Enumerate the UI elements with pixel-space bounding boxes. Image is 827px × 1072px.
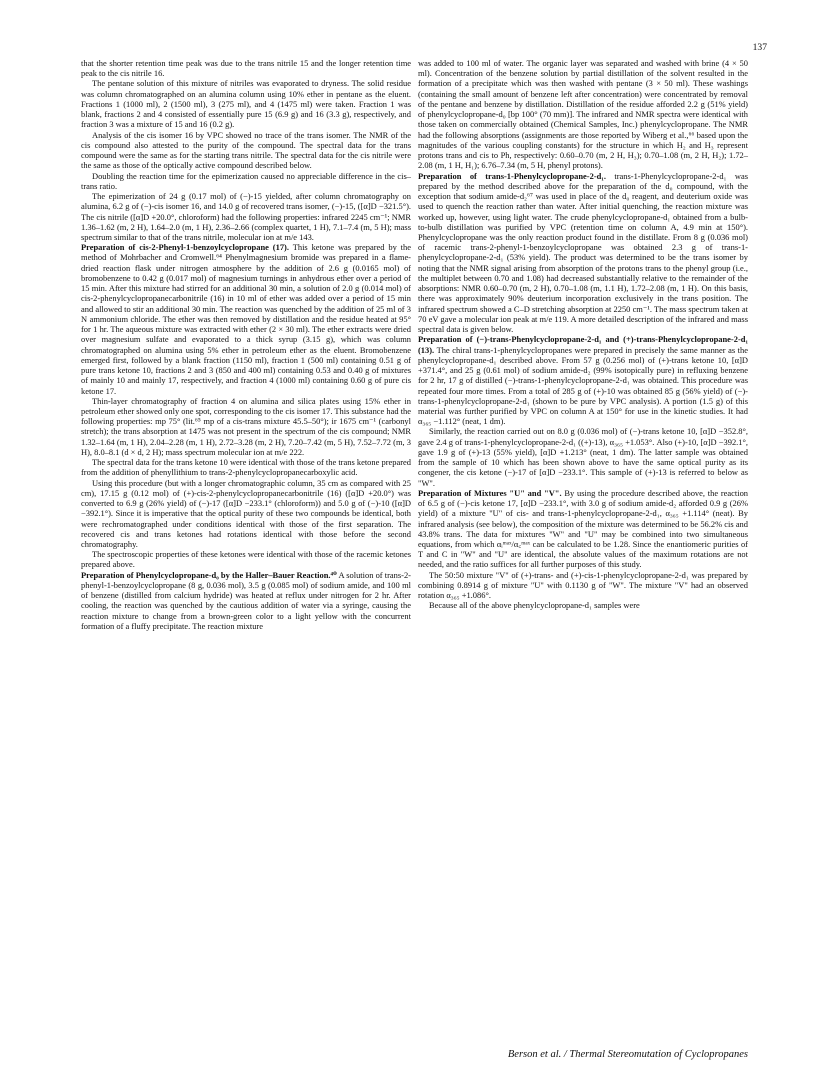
running-footer: Berson et al. / Thermal Stereomutation of Cyclopropanes — [507, 1049, 748, 1060]
paragraph: Similarly, the reaction carried out on 8.0 g (0.036 mol) of (−)-trans ketone 10, [α]D −352.8°, gave 2.4 g of trans-1-phenylcyclopropane-2-d₁ ((+)-13), α₃₆₅ +1.053°. Also (+)-10, [α]D −392.1°, gave 1.9 g of (+)-13 (55% yield), [α]D +1.213° (neat, 1 dm). The latter sample was obtained from the sample of 10 which has been shown above to have the same optical purity as its congener, the cis ketone (−)-17 of [α]D −233.1°. This sample of (+)-13 is referred to below as "W". — [418, 426, 748, 488]
paragraph: Thin-layer chromatography of fraction 4 on alumina and silica plates using 15% ether in petroleum ether showed only one spot, corresponding to the cis isomer 17. This substance had the following properties: mp 75° (lit.⁶⁵ mp of a cis-trans mixture 45.5–50°); ir 1675 cm⁻¹ (carbonyl stretch); the trans absorption at 1475 was not present in the spectrum of the cis compound; NMR 1.32–1.64 (m, 1 H), 2.04–2.28 (m, 1 H), 2.72–3.28 (m, 2 H), 7.20–7.42 (m, 5 H), 7.52–7.72 (m, 3 H), 8.0–8.1 (d × d, 2 H); mass spectrum molecular ion at m/e 222. — [81, 395, 412, 457]
paragraph-text: This ketone was prepared by the method of Mohrbacher and Cromwell.⁶⁴ Phenylmagnesium bromide was prepared in a flame-dried reaction flask under nitrogen atmosphere by the addition of 2.6 g (0.0165 mol) of bromobenzene to 0.42 g (0.017 mol) of magnesium turnings in anhydrous ether over a period of 15 min. After this mixture had stirred for an additional 30 min, a solution of 2.0 g (0.014 mol) of cis-2-phenylcyclopropanecarbonitrile (16) in 10 ml of ether was added over a period of 15 min and allowed to stir an additional 30 min. The reaction was quenched by the addition of 25 ml of 3 N ammonium chloride. The ether was then removed by distillation and the residue heated at 95° for 1 hr. The aqueous mixture was extracted with ether (2 × 30 ml). The ether extracts were dried over magnesium sulfate and evaporated to a thick syrup (3.15 g), which was column chromatographed on alumina using 5% ether in petroleum ether as the eluent. Bromobenzene emerged first, followed by a blank fraction (1150 ml), fraction 1 (500 ml) containing 0.51 g of pure trans ketone 10, fractions 2 and 3 (850 and 400 ml) containing 0.53 and 0.40 g of mixtures of mainly 10 and mainly 17, respectively, and fraction 4 (1000 ml) containing 0.60 g of pure cis ketone 17. — [81, 242, 411, 396]
paragraph-text: By using the procedure described above, the reaction of 6.5 g of (−)-cis ketone 17, [α]D −233.1°, with 3.0 g of sodium amide-d₂ afforded 0.9 g (26% yield) of a mixture "U" of cis- and trans-1-phenylcyclopropane-2-d₁, α₃₆₅ +1.114° (neat). By infrared analysis (see below), the composition of the mixture was determined to be 56.2% cis and 43.8% trans. The data for mixtures "W" and "U" may be combined into two simultaneous equations, from which αᵢᵐᵃˣ/α꜀ᵐᵃˣ can be calculated to be 1.28. Since the enantiomeric purities of T and C in "W" and "U" are identical, the absolute values of the maximum rotations are not needed, and the ratio suffices for all further purposes of this study. — [418, 487, 749, 570]
section-heading: Preparation of (−)-trans-Phenylcyclopropane-2-d₁ and (+)-trans-Phenylcyclopropane-2-d₁ (13). — [418, 334, 748, 355]
paragraph: The pentane solution of this mixture of nitriles was evaporated to dryness. The solid residue was column chromatographed on an alumina column using 10% ether in pentane as the eluent. Fractions 1 (1000 ml), 2 (1500 ml), 3 (275 ml), and 4 (1475 ml) were taken. Fraction 1 was blank, fractions 2 and 4 consisted of essentially pure 15 (6.9 g) and 16 (3.3 g), respectively, and fraction 3 was a mixture of 15 and 16 (0.2 g). — [81, 78, 411, 130]
paragraph: The spectral data for the trans ketone 10 were identical with those of the trans ketone prepared from the addition of phenyllithium to trans-2-phenylcyclopropanecarboxylic acid. — [81, 457, 411, 478]
paragraph-text: trans-1-Phenylcyclopropane-2-d₁ was prepared by the method described above for the preparation of the d₀ compound, with the exception that sodium amide-d₂⁶⁷ was used in place of the d₀ reagent, and deuterium oxide was used to quench the reaction rather than water. After initial quenching, the reaction mixture was worked up, however, using light water. The crude phenylcyclopropane-d₁ obtained from a bulb-to-bulb distillation was purified by VPC (retention time on column A, 4.9 min at 150°). Phenylcyclopropane was the only reaction product found in the distillate. From 8 g (0.036 mol) of racemic trans-2-phenyl-1-benzoylcyclopropane was obtained 2.3 g of trans-1-phenylcyclopropane-2-d₁ (53% yield). The product was determined to be the trans isomer by noting that the NMR signal arising from absorption of the protons trans to the phenyl group (i.e., the multiplet between 0.70 and 1.08) had decreased substantially relative to the remainder of the absorptions: NMR 0.60–0.70 (m, 2 H), 0.70–1.08 (m, 1.1 H), 1.72–2.08 (m, 1 H). On this basis, there was approximately 90% deuterium incorporation exclusively in the trans position. The infrared spectrum showed a C–D stretching absorption at 2250 cm⁻¹. The mass spectrum taken at 70 eV gave a molecular ion peak at m/e 119. A more detailed description of the infrared and mass spectral data is given below. — [418, 170, 748, 335]
paragraph: Because all of the above phenylcyclopropane-d₁ samples were — [429, 600, 640, 611]
page-number: 137 — [752, 42, 767, 53]
section-heading: Preparation of Phenylcyclopropane-d₀ by the Haller–Bauer Reaction.⁴⁰ — [81, 569, 337, 580]
paragraph: The 50:50 mixture "V" of (+)-trans- and (+)-cis-1-phenylcyclopropane-2-d₁ was prepared by combining 0.8914 g of mixture "U" with 0.1130 g of "W". The mixture "V" had an observed rotation α₃₆₅ +1.086°. — [418, 569, 748, 601]
section-heading: Preparation of cis-2-Phenyl-1-benzoylcyclopropane (17). — [81, 242, 289, 253]
left-column — [81, 58, 411, 631]
paragraph: The epimerization of 24 g (0.17 mol) of (−)-15 yielded, after column chromatography on alumina, 6.2 g of (−)-cis isomer 16, and 14.0 g of recovered trans isomer, (−)-15, ([α]D −321.5°). The cis nitrile ([α]D +20.0°, chloroform) had the following properties: infrared 2245 cm⁻¹; NMR 1.36–1.62 (m, 2 H), 1.64–2.0 (m, 1 H), 2.36–2.66 (complex quartet, 1 H), 7.1–7.4 (m, 5 H); mass spectrum similar to that of the trans nitrile, molecular ion at m/e 143. — [81, 191, 411, 242]
section-heading: Preparation of Mixtures "U" and "V". — [418, 487, 562, 498]
paragraph-text: The chiral trans-1-phenylcyclopropanes were prepared in precisely the same manner as the phenylcyclopropane-d₁ described above. From 57 g (0.256 mol) of (+)-trans ketone 10, [α]D +371.4°, and 25 g (0.61 mol) of sodium amide-d₂ (99% isotopically pure) in refluxing benzene for 2 hr, 17 g of distilled (−)-trans-1-phenylcyclopropane-2-d₁ was obtained. This procedure was repeated four more times. From a total of 285 g of (+)-10 was obtained 85 g (56% yield) of (−)-trans-1-phenylcyclopropane-2-d₁ (shown to be pure by VPC analysis). A portion (1.5 g) of this material was further purified by VPC on column A at 150° for use in the kinetic studies. It had α₃₆₅ −1.112° (neat, 1 dm). — [418, 344, 748, 427]
paragraph: Doubling the reaction time for the epimerization caused no appreciable difference in the cis–trans ratio. — [81, 170, 411, 191]
paragraph: was added to 100 ml of water. The organic layer was separated and washed with brine (4 × 50 ml). Concentration of the benzene solution by partial distillation of the solvent resulted in the formation of a precipitate which was then washed with pentane (3 × 50 ml). These washings (containing the small amount of benzene left after concentration) were concentrated by removal of the pentane and benzene by distillation. Distillation of the residue afforded 2.2 g (51% yield) of phenylcyclopropane-d₀ [bp 100° (70 mm)]. The infrared and NMR spectra were identical with those taken on commercially obtained (Chemical Samples, Inc.) phenylcyclopropane. The NMR had the following absorptions (assignments are those reported by Wiberg et al.,⁶⁶ based upon the magnitudes of the various coupling constants) for the structure in which H₂ and H₃ represent protons trans and cis to Ph, respectively: 0.60–0.70 (m, 2 H, H₃); 0.70–1.08 (m, 2 H, H₂); 1.72–2.08 (m, 1 H, H₁); 6.76–7.34 (m, 5 H, phenyl protons). — [418, 58, 748, 171]
paragraph: that the shorter retention time peak was due to the trans nitrile 15 and the longer retention time peak to the cis nitrile 16. — [81, 58, 411, 79]
right-column — [418, 58, 748, 611]
paragraph: The spectroscopic properties of these ketones were identical with those of the racemic ketones prepared above. — [81, 549, 411, 570]
paragraph: Analysis of the cis isomer 16 by VPC showed no trace of the trans isomer. The NMR of the cis compound also attested to the purity of the compound. The spectral data for the trans compound were the same as for the starting trans nitrile. The spectral data for the cis nitrile were the same as those of the optically active compound described below. — [81, 129, 411, 171]
paragraph-text: A solution of trans-2-phenyl-1-benzoylcyclopropane (8 g, 0.036 mol), 3.5 g (0.085 mol) of sodium amide, and 100 ml of benzene (distilled from calcium hydride) was heated at reflux under nitrogen for 2 hr. After cooling, the reaction was quenched by the cautious addition of water via a syringe, causing the reaction mixture to change from a brown-green color to a light yellow with the concurrent formation of a fluffy precipitate. The reaction mixture — [81, 569, 411, 631]
paragraph: Using this procedure (but with a longer chromatographic column, 35 cm as compared with 25 cm), 17.15 g (0.12 mol) of (+)-cis-2-phenylcyclopropanecarbonitrile (16) ([α]D +20.0°) was converted to 6.9 g (26% yield) of (−)-17 ([α]D −233.1° (chloroform)) and 5.0 g of (−)-10 ([α]D −392.1°). Since it is imperative that the optical purity of these two compounds be identical, both were rechromatographed under conditions identical with those of the first separation. The recovered cis and trans ketones had rotations identical with those before the second chromatography. — [81, 477, 411, 550]
section-heading: Preparation of trans-1-Phenylcyclopropane-2-d₁. — [418, 170, 606, 181]
